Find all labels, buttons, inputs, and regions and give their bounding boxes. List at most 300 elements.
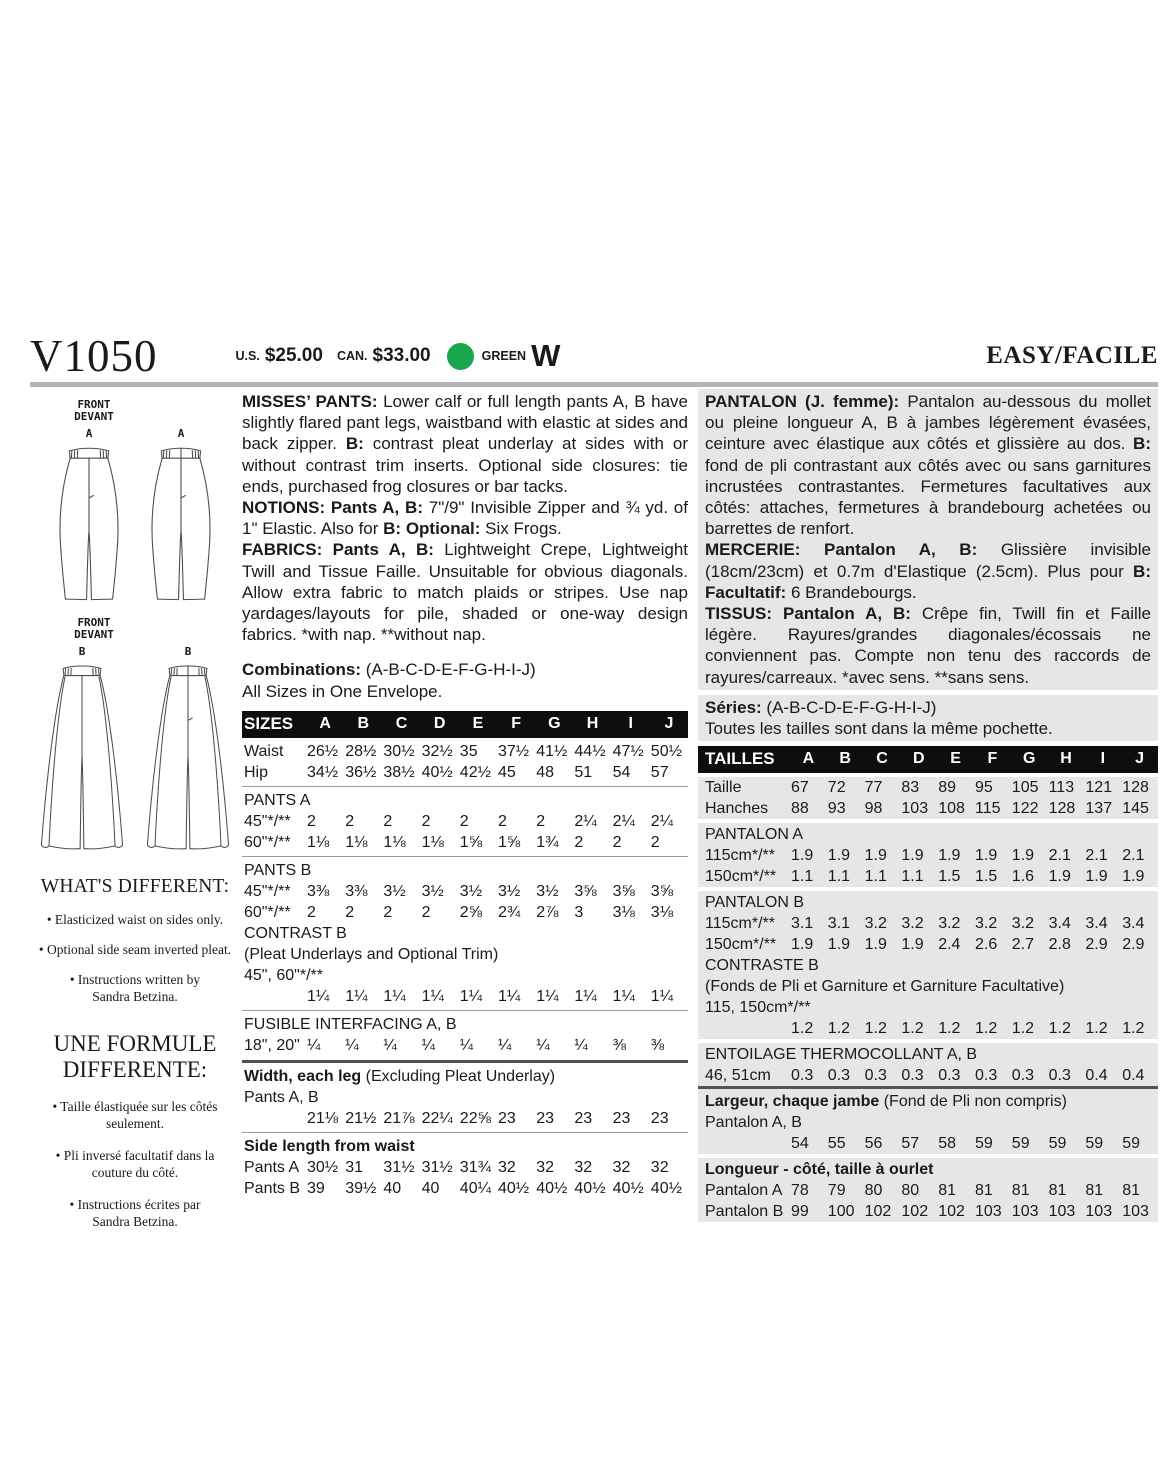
english-column xyxy=(240,389,698,1199)
value-cell: 22¼ xyxy=(421,1110,453,1128)
value-cell: 105 xyxy=(1011,779,1039,797)
paragraph-pantalon: PANTALON (J. femme): Pantalon au-dessous du mollet ou pleine longueur A, B à jambes légèrement évasées, ceinture avec élastique aux côtés et glissière au dos. B: fond de pli contrastant aux côtés avec ou sans garnitures incrustées contrastantes. Fermetures facultatives aux côtés: attaches, fermetures à brandebourg achetées ou barrettes de renfort. xyxy=(705,392,1151,539)
value-cell: 3⅛ xyxy=(650,904,674,922)
value-cell: 3 xyxy=(574,904,584,922)
value-cell: 23 xyxy=(650,1110,669,1128)
value-cell: 81 xyxy=(1011,1182,1030,1200)
green-dot-icon xyxy=(447,343,474,370)
table-row xyxy=(242,832,688,853)
value-cell: 32½ xyxy=(421,743,453,761)
value-cell: 1.9 xyxy=(1085,868,1108,886)
value-cell: 23 xyxy=(612,1110,631,1128)
difficulty-rating: EASY/FACILE xyxy=(986,342,1158,369)
value-cell: ¼ xyxy=(574,1037,588,1055)
table-row xyxy=(698,1112,1158,1133)
size-yardage-table-french xyxy=(698,746,1158,1222)
row-label: 115cm*/** xyxy=(705,847,775,865)
value-cell: 23 xyxy=(498,1110,516,1128)
row-label: Pantalon B xyxy=(705,1203,784,1221)
value-cell: 32 xyxy=(574,1159,593,1177)
value-cell: 3.4 xyxy=(1048,915,1071,933)
pants-b-front-drawing xyxy=(34,660,130,860)
row-label: Waist xyxy=(244,743,284,761)
table-row xyxy=(698,887,1158,913)
value-cell: 103 xyxy=(1048,1203,1076,1221)
row-label: 150cm*/** xyxy=(705,868,777,886)
value-cell: 2 xyxy=(421,904,431,922)
printed-area xyxy=(30,331,1158,1230)
value-cell: 72 xyxy=(827,779,846,797)
value-cell: 0.3 xyxy=(938,1067,961,1085)
section-label: Longueur - côté, taille à ourlet xyxy=(705,1161,934,1179)
value-cell: 102 xyxy=(901,1203,929,1221)
figure-b-drawings xyxy=(30,660,240,860)
value-cell: ¼ xyxy=(383,1037,397,1055)
value-cell: 51 xyxy=(574,764,593,782)
section-label: Pantalon A, B xyxy=(705,1114,802,1132)
value-cell: 1.2 xyxy=(974,1020,998,1038)
price-block xyxy=(235,338,561,373)
value-cell: 103 xyxy=(1122,1203,1149,1221)
value-cell: 40½ xyxy=(498,1180,530,1198)
value-cell: 21⅞ xyxy=(383,1110,415,1128)
value-cell: 1⅛ xyxy=(421,834,444,852)
value-cell: 30½ xyxy=(383,743,415,761)
pants-b-front-drawing xyxy=(140,660,236,860)
value-cell: 59 xyxy=(974,1135,993,1153)
table-row xyxy=(698,1133,1158,1154)
section-label: 115, 150cm*/** xyxy=(705,999,811,1017)
table-header-row xyxy=(698,746,1158,773)
formule-bullet: • Pli inversé facultatif dans la couture du côté. xyxy=(55,1148,215,1180)
value-cell: 2.1 xyxy=(1085,847,1108,865)
value-cell: 103 xyxy=(974,1203,1002,1221)
value-cell: 1¼ xyxy=(383,988,406,1006)
value-cell: 3⅜ xyxy=(307,883,330,901)
value-cell: 1.9 xyxy=(1011,847,1035,865)
value-cell: 31½ xyxy=(421,1159,453,1177)
value-cell: 23 xyxy=(536,1110,554,1128)
value-cell: 3½ xyxy=(383,883,406,901)
value-cell: 0.3 xyxy=(1011,1067,1035,1085)
value-cell: 21⅛ xyxy=(307,1110,339,1128)
column-letter: E xyxy=(472,715,484,733)
combinations-block xyxy=(242,659,688,703)
value-cell: 59 xyxy=(1085,1135,1104,1153)
value-cell: 54 xyxy=(791,1135,809,1153)
whats-different-bullet: • Instructions written by Sandra Betzina. xyxy=(69,972,201,1004)
value-cell: 1¼ xyxy=(612,988,635,1006)
us-price: $25.00 xyxy=(264,345,323,366)
value-cell: 2.1 xyxy=(1122,847,1145,865)
series-line: Séries: (A-B-C-D-E-F-G-H-I-J) xyxy=(705,697,937,717)
value-cell: 0.3 xyxy=(827,1067,851,1085)
value-cell: 0.4 xyxy=(1122,1067,1145,1085)
value-cell: 2 xyxy=(459,813,469,831)
paragraph-misses-pants: MISSES’ PANTS: Lower calf or full length pants A, B have slightly flared pant legs, waistband with elastic at sides and back zipper. B: contrast pleat underlay at sides with or without contrast trim inserts. Optional side closures: tie ends, purchased frog closures or bar tacks. xyxy=(242,392,689,496)
column-letter: G xyxy=(1022,750,1036,768)
value-cell: 1.9 xyxy=(827,847,851,865)
row-label: Hip xyxy=(244,764,269,782)
table-row xyxy=(242,902,688,923)
column-letter: J xyxy=(1135,750,1145,768)
value-cell: 1.2 xyxy=(1011,1020,1035,1038)
combinations-line2: All Sizes in One Envelope. xyxy=(242,681,443,701)
value-cell: 108 xyxy=(938,800,965,818)
table-row xyxy=(242,923,688,944)
column-letter: D xyxy=(913,750,925,768)
value-cell: 23 xyxy=(574,1110,593,1128)
value-cell: 3½ xyxy=(459,883,483,901)
value-cell: 0.3 xyxy=(791,1067,814,1085)
value-cell: 1.2 xyxy=(864,1020,887,1038)
series-line2: Toutes les tailles sont dans la même pochette. xyxy=(705,719,1053,739)
value-cell: 1¼ xyxy=(498,988,521,1006)
section-label: Width, each leg (Excluding Pleat Underlay) xyxy=(244,1068,556,1086)
value-cell: 2 xyxy=(383,904,393,922)
value-cell: 145 xyxy=(1122,800,1149,818)
value-cell: 59 xyxy=(1048,1135,1067,1153)
row-label: 60"*/** xyxy=(244,904,291,922)
value-cell: 2 xyxy=(345,904,355,922)
value-cell: 3½ xyxy=(421,883,444,901)
section-label: CONTRASTE B xyxy=(705,957,819,975)
value-cell: 3.4 xyxy=(1085,915,1108,933)
value-cell: 1¼ xyxy=(650,988,674,1006)
value-cell: 81 xyxy=(974,1182,993,1200)
can-price: $33.00 xyxy=(372,345,431,366)
table-row xyxy=(698,819,1158,845)
value-cell: 40 xyxy=(383,1180,402,1198)
row-label: SIZES xyxy=(244,714,294,734)
row-label: 115cm*/** xyxy=(705,915,775,933)
value-cell: 80 xyxy=(901,1182,920,1200)
table-row xyxy=(242,881,688,902)
value-cell: 2.8 xyxy=(1048,936,1071,954)
column-letter: H xyxy=(1060,750,1072,768)
table-row xyxy=(698,976,1158,997)
view-letter: A xyxy=(177,427,185,440)
section-label: PANTALON A xyxy=(705,826,804,844)
value-cell: 44½ xyxy=(574,743,606,761)
value-cell: 31½ xyxy=(383,1159,415,1177)
table-row xyxy=(698,798,1158,819)
value-cell: 57 xyxy=(901,1135,920,1153)
technical-drawing-view-a xyxy=(30,399,240,607)
figure-a-view-letters xyxy=(30,427,240,440)
table-row xyxy=(242,786,688,811)
section-label: (Pleat Underlays and Optional Trim) xyxy=(244,946,499,964)
value-cell: 59 xyxy=(1011,1135,1030,1153)
table-row xyxy=(242,1132,688,1157)
value-cell: 93 xyxy=(827,800,846,818)
table-row xyxy=(242,1035,688,1056)
value-cell: 3½ xyxy=(498,883,521,901)
value-cell: ¼ xyxy=(421,1037,435,1055)
section-label: Side length from waist xyxy=(244,1138,415,1156)
french-description xyxy=(698,389,1158,690)
value-cell: 54 xyxy=(612,764,631,782)
formule-bullet: • Taille élastiquée sur les côtés seulement. xyxy=(52,1099,218,1131)
row-label: 46, 51cm xyxy=(705,1067,771,1085)
formule-differente-title xyxy=(30,1031,240,1083)
value-cell: 1.2 xyxy=(1122,1020,1145,1038)
table-row xyxy=(242,741,688,762)
value-cell: 1.1 xyxy=(791,868,814,886)
value-cell: 2 xyxy=(574,834,584,852)
column-letter: F xyxy=(511,715,521,733)
value-cell: 1.1 xyxy=(864,868,887,886)
pattern-number: V1050 xyxy=(30,331,158,381)
value-cell: 2 xyxy=(307,813,316,831)
view-letter: B xyxy=(78,645,86,658)
value-cell: 3⅛ xyxy=(612,904,635,922)
value-cell: 3½ xyxy=(536,883,559,901)
value-cell: 3.2 xyxy=(864,915,887,933)
value-cell: 3.2 xyxy=(1011,915,1035,933)
value-cell: ¼ xyxy=(536,1037,550,1055)
figure-a-caption xyxy=(46,399,142,423)
value-cell: 1.9 xyxy=(938,847,961,865)
value-cell: 1.5 xyxy=(974,868,998,886)
value-cell: 81 xyxy=(1085,1182,1104,1200)
row-label: 150cm*/** xyxy=(705,936,777,954)
value-cell: 47½ xyxy=(612,743,644,761)
value-cell: 3.2 xyxy=(901,915,924,933)
value-cell: 2 xyxy=(536,813,546,831)
value-cell: 40¼ xyxy=(459,1180,491,1198)
column-letter: A xyxy=(802,750,815,768)
column-letter: F xyxy=(987,750,998,768)
row-label: Pants B xyxy=(244,1180,301,1198)
value-cell: 1.2 xyxy=(901,1020,924,1038)
value-cell: 1.6 xyxy=(1011,868,1035,886)
view-letter: A xyxy=(85,427,93,440)
header-divider xyxy=(30,382,1158,387)
value-cell: 103 xyxy=(901,800,929,818)
value-cell: 55 xyxy=(827,1135,846,1153)
value-cell: 2 xyxy=(612,834,622,852)
value-cell: 2 xyxy=(345,813,355,831)
table-row xyxy=(242,762,688,783)
table-row xyxy=(698,1201,1158,1222)
figure-a-drawings xyxy=(30,442,240,607)
value-cell: 81 xyxy=(938,1182,956,1200)
sidebar-column xyxy=(30,389,240,1230)
value-cell: 100 xyxy=(827,1203,855,1221)
value-cell: ¼ xyxy=(498,1037,512,1055)
value-cell: 113 xyxy=(1048,779,1075,797)
figure-b-caption xyxy=(46,617,142,641)
value-cell: 1.9 xyxy=(974,847,998,865)
value-cell: 81 xyxy=(1122,1182,1140,1200)
value-cell: 38½ xyxy=(383,764,415,782)
value-cell: 1.1 xyxy=(827,868,851,886)
value-cell: 3.1 xyxy=(827,915,851,933)
whats-different-bullet: • Elasticized waist on sides only. xyxy=(46,912,224,927)
value-cell: 2 xyxy=(498,813,507,831)
us-price-label: U.S. xyxy=(235,349,260,363)
value-cell: 1.9 xyxy=(791,847,814,865)
value-cell: 122 xyxy=(1011,800,1039,818)
view-letter: B xyxy=(184,645,192,658)
value-cell: 1.9 xyxy=(827,936,851,954)
value-cell: 1¼ xyxy=(345,988,368,1006)
value-cell: 26½ xyxy=(307,743,339,761)
value-cell: 31¾ xyxy=(459,1159,491,1177)
value-cell: 1.2 xyxy=(827,1020,851,1038)
section-label: 45", 60"*/** xyxy=(244,967,323,985)
value-cell: 2.4 xyxy=(938,936,961,954)
column-letter: A xyxy=(319,715,331,733)
value-cell: 30½ xyxy=(307,1159,339,1177)
value-cell: 2¾ xyxy=(498,904,521,922)
value-cell: 39½ xyxy=(345,1180,377,1198)
value-cell: 3⅜ xyxy=(345,883,368,901)
column-letter: B xyxy=(839,750,851,768)
table-row xyxy=(242,811,688,832)
table-row xyxy=(698,1018,1158,1039)
value-cell: 2⅝ xyxy=(459,904,483,922)
table-row xyxy=(698,997,1158,1018)
value-cell: 58 xyxy=(938,1135,956,1153)
value-cell: 137 xyxy=(1085,800,1113,818)
value-cell: 98 xyxy=(864,800,883,818)
size-yardage-table-english xyxy=(242,711,688,1199)
row-label: Taille xyxy=(705,779,742,797)
three-column-layout xyxy=(30,389,1158,1230)
can-price-label: CAN. xyxy=(336,349,368,363)
column-letter: D xyxy=(433,715,446,733)
value-cell: ⅜ xyxy=(612,1037,626,1055)
value-cell: 2.7 xyxy=(1011,936,1035,954)
paragraph-notions: NOTIONS: Pants A, B: 7"/9" Invisible Zipper and ¾ yd. of 1" Elastic. Also for B: Optional: Six Frogs. xyxy=(242,498,688,539)
value-cell: 3.2 xyxy=(974,915,998,933)
table-row xyxy=(242,1178,688,1199)
value-cell: 1.9 xyxy=(901,936,924,954)
value-cell: ⅜ xyxy=(650,1037,665,1055)
table-row xyxy=(242,1108,688,1129)
value-cell: 1.5 xyxy=(938,868,961,886)
value-cell: 2.9 xyxy=(1122,936,1145,954)
value-cell: 40½ xyxy=(574,1180,606,1198)
value-cell: 67 xyxy=(791,779,809,797)
value-cell: 1.9 xyxy=(1048,868,1071,886)
value-cell: 1.2 xyxy=(791,1020,814,1038)
value-cell: 2¼ xyxy=(650,813,674,831)
value-cell: 1.1 xyxy=(901,868,924,886)
value-cell: 77 xyxy=(864,779,883,797)
value-cell: 1⅝ xyxy=(498,834,521,852)
value-cell: 59 xyxy=(1122,1135,1140,1153)
table-row xyxy=(698,1180,1158,1201)
value-cell: 102 xyxy=(864,1203,892,1221)
caption-front: FRONT xyxy=(77,616,111,629)
section-label: FUSIBLE INTERFACING A, B xyxy=(244,1016,457,1034)
table-row xyxy=(242,856,688,881)
section-label: CONTRAST B xyxy=(244,925,347,943)
value-cell: 40½ xyxy=(650,1180,682,1198)
value-cell: ¼ xyxy=(345,1037,359,1055)
formule-bullets xyxy=(30,1098,240,1230)
value-cell: 2 xyxy=(650,834,660,852)
value-cell: 1⅝ xyxy=(459,834,483,852)
value-cell: 1⅛ xyxy=(345,834,368,852)
value-cell: 89 xyxy=(938,779,956,797)
value-cell: 2 xyxy=(307,904,316,922)
value-cell: 103 xyxy=(1011,1203,1039,1221)
value-cell: 83 xyxy=(901,779,920,797)
value-cell: 42½ xyxy=(459,764,491,782)
value-cell: 41½ xyxy=(536,743,568,761)
value-cell: 3.2 xyxy=(938,915,961,933)
table-row xyxy=(698,1039,1158,1065)
column-letter: H xyxy=(586,715,599,733)
value-cell: 2¼ xyxy=(612,813,635,831)
section-label: ENTOILAGE THERMOCOLLANT A, B xyxy=(705,1046,978,1064)
section-label: PANTALON B xyxy=(705,894,804,912)
value-cell: ¼ xyxy=(459,1037,474,1055)
table-row xyxy=(698,866,1158,887)
value-cell: 3⅝ xyxy=(650,883,674,901)
paragraph-fabrics: FABRICS: Pants A, B: Lightweight Crepe, Lightweight Twill and Tissue Faille. Unsuitable for obvious diagonals. Allow extra fabric to match plaids or stripes. Use nap yardages/layouts for pile, shaded or one-way design fabrics. *with nap. **without nap. xyxy=(242,540,688,645)
value-cell: 0.4 xyxy=(1085,1067,1108,1085)
value-cell: 1¼ xyxy=(307,988,330,1006)
row-label: TAILLES xyxy=(705,749,775,769)
value-cell: 32 xyxy=(650,1159,669,1177)
value-cell: 39 xyxy=(307,1180,325,1198)
value-cell: 1.2 xyxy=(1085,1020,1108,1038)
row-label: 18", 20" xyxy=(244,1037,300,1055)
technical-drawing-view-b xyxy=(30,617,240,860)
table-row xyxy=(698,934,1158,955)
value-cell: 128 xyxy=(1122,779,1149,797)
section-label: Pants A, B xyxy=(244,1089,319,1107)
paragraph-tissus: TISSUS: Pantalon A, B: Crêpe fin, Twill fin et Faille légère. Rayures/grandes diagonales/écossais ne conviennent pas. Compte non tenu des raccords de rayures/carreaux. *avec sens. **sans sens. xyxy=(705,604,1152,687)
value-cell: 36½ xyxy=(345,764,377,782)
figure-b-view-letters xyxy=(30,645,240,658)
value-cell: 1¼ xyxy=(421,988,444,1006)
caption-front: FRONT xyxy=(77,398,111,411)
caption-devant: DEVANT xyxy=(74,410,114,423)
value-cell: 35 xyxy=(459,743,478,761)
combinations-line: Combinations: (A-B-C-D-E-F-G-H-I-J) xyxy=(242,660,536,680)
value-cell: 37½ xyxy=(498,743,530,761)
value-cell: 80 xyxy=(864,1182,883,1200)
section-label: (Fonds de Pli et Garniture et Garniture Facultative) xyxy=(705,978,1065,996)
value-cell: 3.4 xyxy=(1122,915,1145,933)
value-cell: ¼ xyxy=(307,1037,321,1055)
formule-bullet: • Instructions écrites par Sandra Betzina. xyxy=(69,1197,201,1229)
value-cell: 88 xyxy=(791,800,809,818)
value-cell: 1¼ xyxy=(459,988,483,1006)
series-block xyxy=(698,695,1158,741)
value-cell: 102 xyxy=(938,1203,965,1221)
value-cell: 99 xyxy=(791,1203,809,1221)
value-cell: 56 xyxy=(864,1135,883,1153)
value-cell: 3.1 xyxy=(791,915,814,933)
table-row xyxy=(698,1065,1158,1086)
row-label: 45"*/** xyxy=(244,883,291,901)
row-label: 45"*/** xyxy=(244,813,291,831)
row-label: 60"*/** xyxy=(244,834,291,852)
section-label: Largeur, chaque jambe (Fond de Pli non compris) xyxy=(705,1093,1067,1111)
formule-title-line2: DIFFERENTE: xyxy=(62,1057,208,1082)
value-cell: 0.3 xyxy=(974,1067,998,1085)
value-cell: 40½ xyxy=(536,1180,568,1198)
value-cell: 2.6 xyxy=(974,936,998,954)
value-cell: 40 xyxy=(421,1180,440,1198)
